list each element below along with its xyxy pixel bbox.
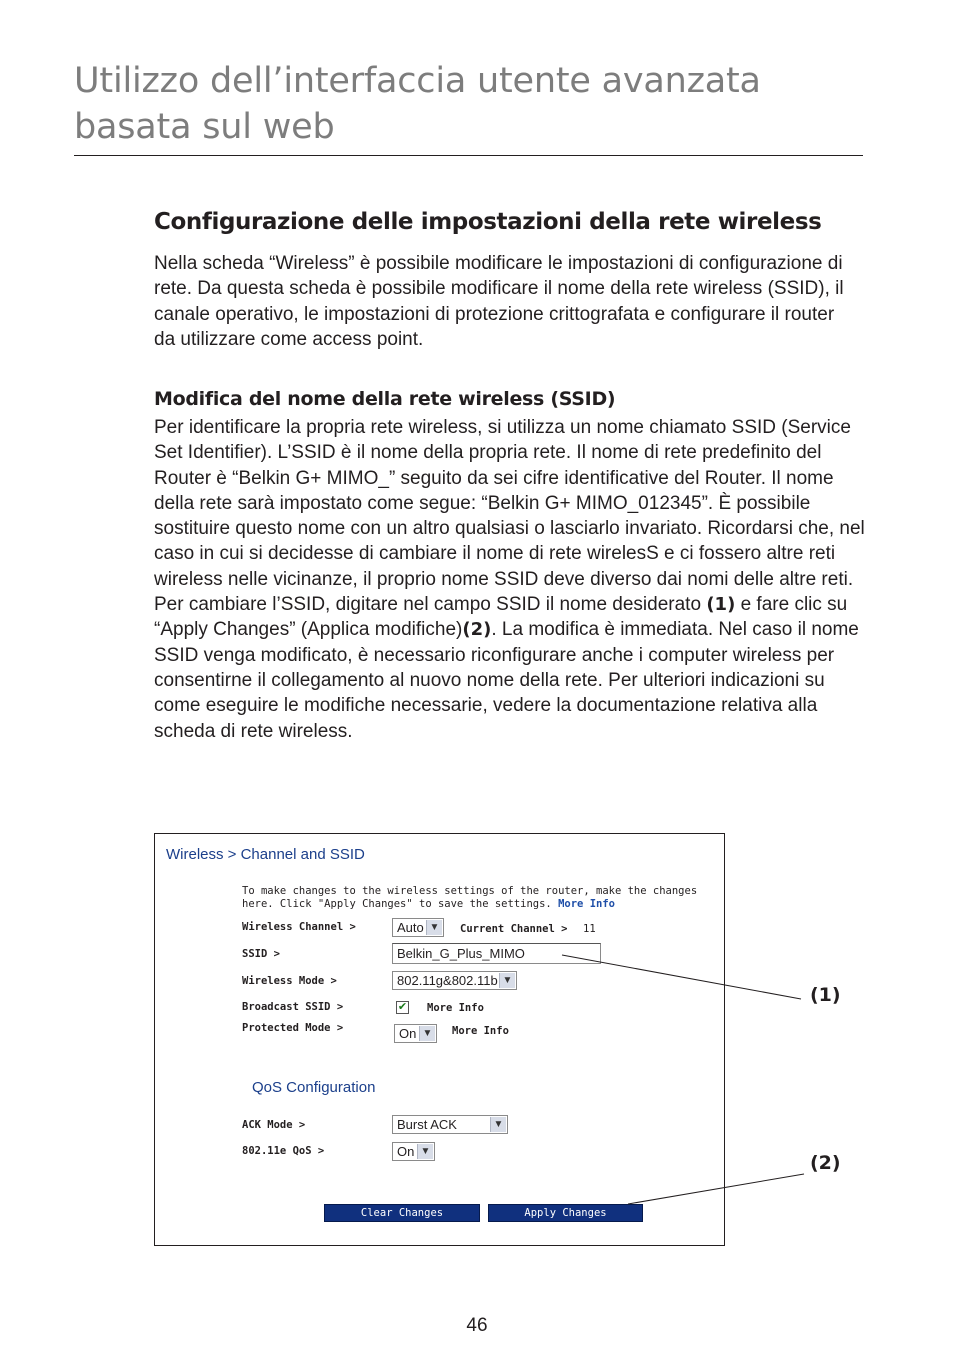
protected-mode-value: On — [399, 1026, 417, 1041]
description-text: To make changes to the wireless settings of the router, make the changes here. Click "Apply Changes" to save the settings. — [242, 885, 698, 910]
section-heading: Configurazione delle impostazioni della rete wireless — [154, 209, 822, 235]
wireless-mode-value: 802.11g&802.11b — [397, 973, 498, 988]
callout-ref-2: (2) — [462, 619, 492, 641]
current-channel-label: Current Channel > — [460, 923, 568, 935]
leader-line-2 — [628, 1174, 804, 1204]
callout-label-2: (2) — [810, 1152, 841, 1174]
protected-mode-label: Protected Mode > — [242, 1022, 344, 1034]
broadcast-more-info-link[interactable]: More Info — [427, 1002, 484, 1014]
breadcrumb[interactable]: Wireless > Channel and SSID — [166, 846, 365, 863]
body-text-part2: e fare clic su “Apply Changes” (Applica modifiche) — [154, 594, 848, 641]
ssid-subheading: Modifica del nome della rete wireless (SSID) — [154, 388, 616, 410]
wireless-mode-label: Wireless Mode > — [242, 975, 337, 987]
qos-value: On — [397, 1144, 415, 1159]
qos-label: 802.11e QoS > — [242, 1145, 325, 1157]
leader-line-1 — [562, 955, 801, 999]
chevron-down-icon: ▼ — [419, 1026, 435, 1041]
wireless-channel-label: Wireless Channel > — [242, 921, 356, 933]
callout-ref-1: (1) — [706, 594, 736, 616]
more-info-link[interactable]: More Info — [558, 898, 615, 910]
callout-label-1: (1) — [810, 984, 841, 1006]
body-text-part1: Per identificare la propria rete wireless, si utilizza un nome chiamato SSID (Service Set Identifier). L’SSID è il nome della propria rete. Il nome di rete predefinito del Router è “Belkin G+ MIMO_” seguito da sei cifre identificative del Router. Il nome della rete sarà impostato come segue: “Belkin G+ MIMO_012345”. È possibile sostituire questo nome con un altro qualsiasi o lasciarlo invariato. Ricordarsi che, nel caso in cui si decidesse di cambiare il nome di rete wirelesS e ci fossero altre reti wireless nelle vicinanze, il proprio nome SSID deve diverso dai nomi delle altre reti. Per cambiare l’SSID, digitare nel campo SSID il nome desiderato — [154, 417, 865, 616]
apply-changes-button[interactable]: Apply Changes — [488, 1204, 643, 1222]
ssid-input[interactable]: Belkin_G_Plus_MIMO — [392, 943, 601, 964]
checkmark-icon: ✔ — [397, 1001, 408, 1013]
wireless-channel-value: Auto — [397, 920, 424, 935]
qos-title: QoS Configuration — [252, 1079, 376, 1096]
page-number: 46 — [466, 1315, 488, 1336]
broadcast-ssid-label: Broadcast SSID > — [242, 1001, 344, 1013]
page-title: Utilizzo dell’interfaccia utente avanzata basata sul web — [74, 61, 761, 147]
body-text-part3: . La modifica è immediata. Nel caso il nome SSID venga modificato, è necessario riconfigurare anche i computer wireless per consentirne il collegamento al nuovo nome della rete. Per ulteriori indicazioni su come eseguire le modifiche necessarie, vedere la documentazione relativa alla scheda di rete wireless. — [154, 619, 859, 742]
chevron-down-icon: ▼ — [426, 920, 442, 935]
current-channel-value: 11 — [583, 923, 596, 935]
intro-paragraph: Nella scheda “Wireless” è possibile modificare le impostazioni di configurazione di rete. Da questa scheda è possibile modificare il nome della rete wireless (SSID), il canale operativo, le impostazioni di protezione crittografata e configurare il router da utilizzare come access point. — [154, 253, 844, 350]
ssid-label: SSID > — [242, 948, 280, 960]
chevron-down-icon: ▼ — [499, 973, 515, 988]
clear-changes-button[interactable]: Clear Changes — [324, 1204, 480, 1222]
chevron-down-icon: ▼ — [490, 1117, 506, 1132]
protected-more-info-link[interactable]: More Info — [452, 1025, 509, 1037]
ack-mode-label: ACK Mode > — [242, 1119, 306, 1131]
chevron-down-icon: ▼ — [417, 1144, 433, 1159]
ack-mode-value: Burst ACK — [397, 1117, 457, 1132]
